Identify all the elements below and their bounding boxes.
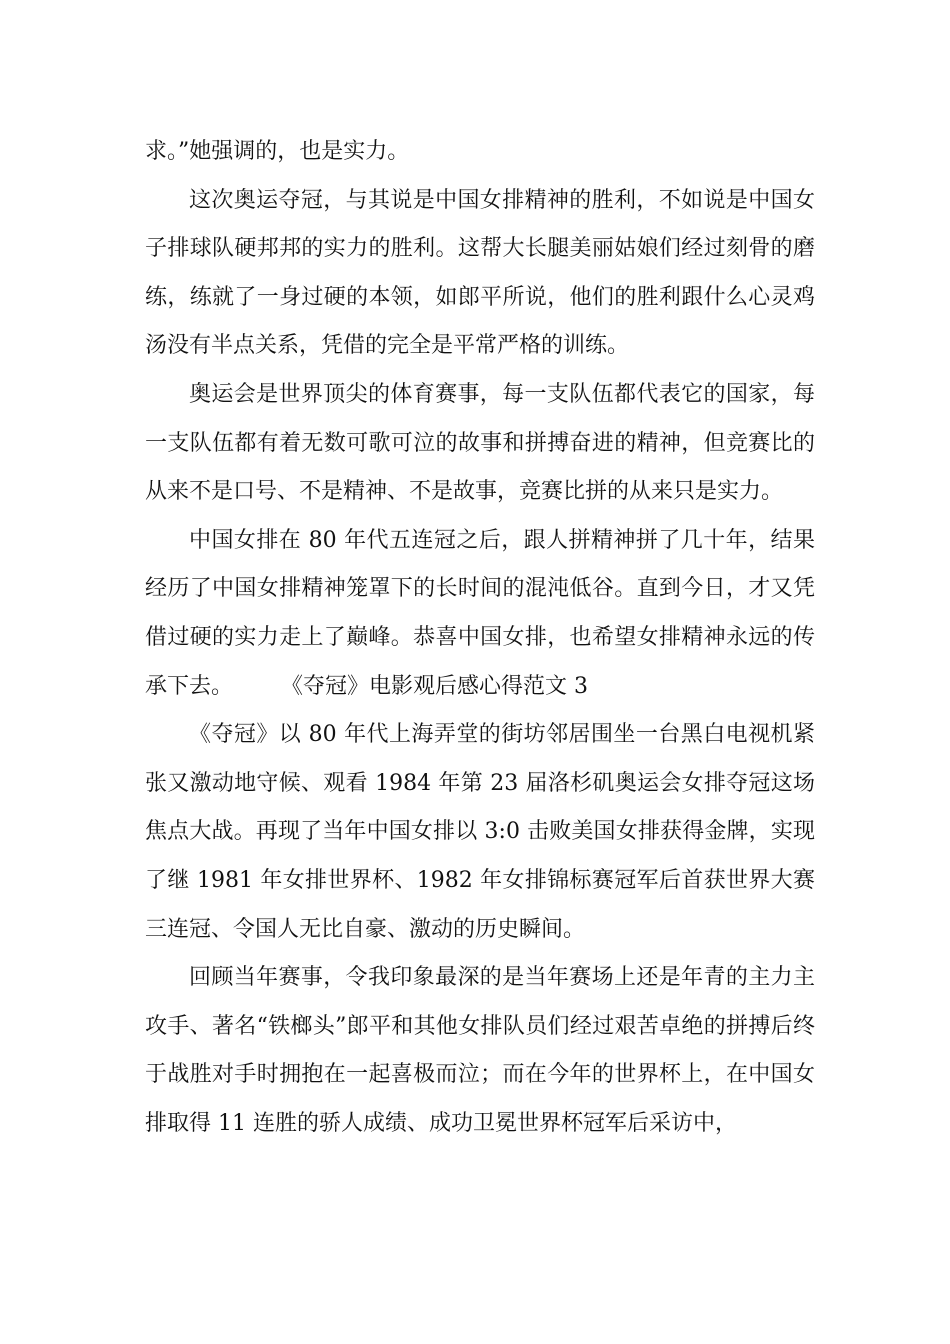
paragraph-6: 回顾当年赛事，令我印象最深的是当年赛场上还是年青的主力主攻手、著名“铁榔头”郎平和其他女排队员们经过艰苦卓绝的拼搏后终于战胜对手时拥抱在一起喜极而泣；而在今年的世界杯上，在中国女排取得 11 连胜的骄人成绩、成功卫冕世界杯冠军后采访中， xyxy=(145,965,815,1136)
document-body xyxy=(145,128,815,1148)
paragraph-1: 求。”她强调的，也是实力。 xyxy=(145,139,410,164)
paragraph-4-text: 中国女排在 80 年代五连冠之后，跟人拼精神拼了几十年，结果经历了中国女排精神笼罩下的长时间的混沌低谷。直到今日，才又凭借过硬的实力走上了巅峰。恭喜中国女排，也希望女排精神永远的传承下去。 xyxy=(145,527,815,699)
paragraph-4 xyxy=(145,517,815,711)
paragraph-2: 这次奥运夺冠，与其说是中国女排精神的胜利，不如说是中国女子排球队硬邦邦的实力的胜利。这帮大长腿美丽姑娘们经过刻骨的磨练，练就了一身过硬的本领，如郎平所说，他们的胜利跟什么心灵鸡汤没有半点关系，凭借的完全是平常严格的训练。 xyxy=(145,187,815,359)
section-heading: 《夺冠》电影观后感心得范文 3 xyxy=(281,673,589,699)
paragraph-3: 奥运会是世界顶尖的体育赛事，每一支队伍都代表它的国家，每一支队伍都有着无数可歌可泣的故事和拼搏奋进的精神，但竞赛比的从来不是口号、不是精神、不是故事，竞赛比拼的从来只是实力。 xyxy=(145,381,815,505)
paragraph-5: 《夺冠》以 80 年代上海弄堂的街坊邻居围坐一台黑白电视机紧张又激动地守候、观看 1984 年第 23 届洛杉矶奥运会女排夺冠这场焦点大战。再现了当年中国女排以 3:0 击败美国女排获得金牌，实现了继 1981 年女排世界杯、1982 年女排锦标赛冠军后首获世界大赛三连冠、令国人无比自豪、激动的历史瞬间。 xyxy=(145,722,815,942)
